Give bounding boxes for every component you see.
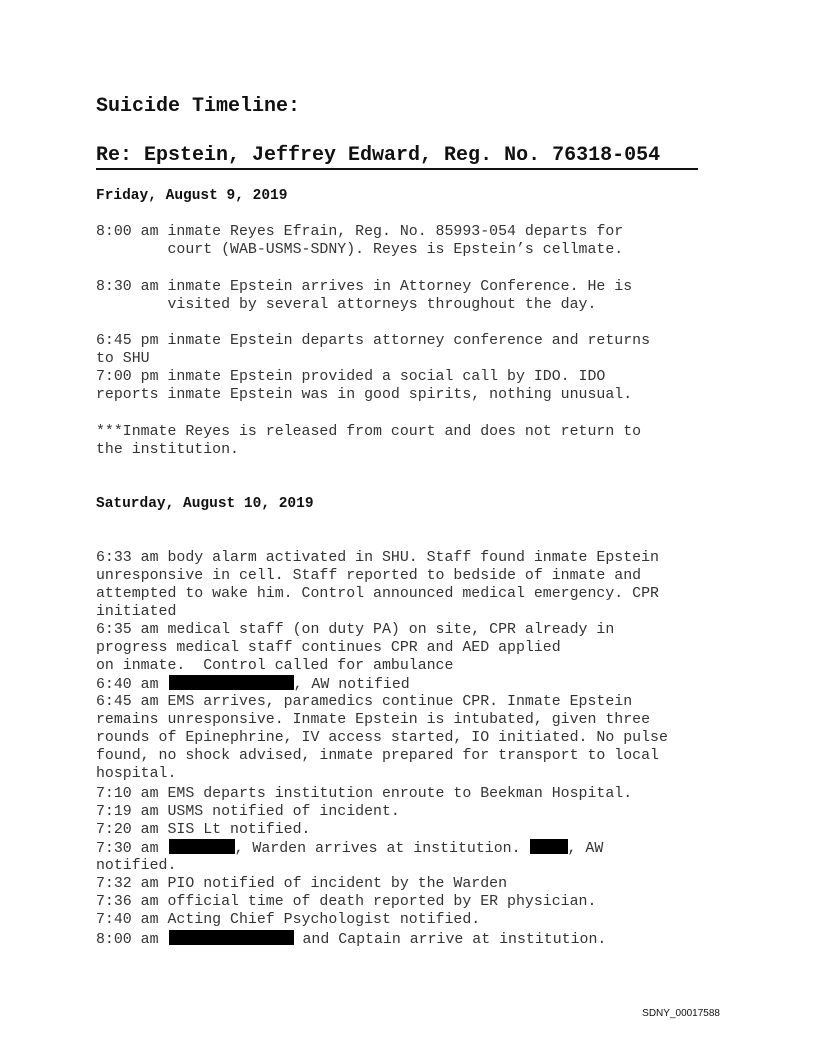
redaction-box [530, 839, 568, 854]
timeline-line: 7:00 pm inmate Epstein provided a social call by IDO. IDO [96, 369, 606, 385]
timeline-line: 8:30 am inmate Epstein arrives in Attorney Conference. He is [96, 279, 633, 295]
timeline-line: 6:45 pm inmate Epstein departs attorney conference and returns [96, 333, 651, 349]
bates-number: SDNY_00017588 [642, 1008, 720, 1019]
redaction-box [169, 839, 235, 854]
timeline-line: 7:40 am Acting Chief Psychologist notified. [96, 912, 481, 928]
timeline-line: progress medical staff continues CPR and AED applied [96, 640, 561, 656]
timeline-line: 7:36 am official time of death reported by ER physician. [96, 894, 597, 910]
timeline-line: court (WAB-USMS-SDNY). Reyes is Epstein’s cellmate. [96, 242, 624, 258]
timeline-line: 7:10 am EMS departs institution enroute to Beekman Hospital. [96, 786, 633, 802]
timeline-line: 8:00 am inmate Reyes Efrain, Reg. No. 85993-054 departs for [96, 224, 624, 240]
timeline-line: initiated [96, 604, 177, 620]
timeline-line: hospital. [96, 766, 177, 782]
timeline-line: remains unresponsive. Inmate Epstein is intubated, given three [96, 712, 651, 728]
timeline-time: 8:00 am [96, 932, 159, 948]
timeline-text: , Warden arrives at institution. [234, 841, 521, 857]
timeline-line: reports inmate Epstein was in good spirits, nothing unusual. [96, 387, 633, 403]
redaction-box [169, 930, 294, 945]
timeline-line-redacted [96, 930, 606, 949]
timeline-text: , AW [567, 841, 604, 857]
timeline-line: attempted to wake him. Control announced medical emergency. CPR [96, 586, 659, 602]
timeline-line: rounds of Epinephrine, IV access started, IO initiated. No pulse [96, 730, 668, 746]
subject-underline [96, 168, 698, 170]
timeline-line: on inmate. Control called for ambulance [96, 658, 454, 674]
day-heading-saturday: Saturday, August 10, 2019 [96, 496, 314, 512]
timeline-line: the institution. [96, 442, 239, 458]
timeline-line: visited by several attorneys throughout the day. [96, 297, 597, 313]
timeline-line: 6:35 am medical staff (on duty PA) on site, CPR already in [96, 622, 615, 638]
timeline-line: 7:19 am USMS notified of incident. [96, 804, 400, 820]
timeline-line: 7:20 am SIS Lt notified. [96, 822, 311, 838]
document-title: Suicide Timeline: [96, 95, 301, 118]
timeline-line: to SHU [96, 351, 150, 367]
day-heading-friday: Friday, August 9, 2019 [96, 188, 288, 204]
timeline-line: found, no shock advised, inmate prepared for transport to local [96, 748, 659, 764]
document-subject: Re: Epstein, Jeffrey Edward, Reg. No. 76318-054 [96, 144, 661, 167]
timeline-line: unresponsive in cell. Staff reported to bedside of inmate and [96, 568, 642, 584]
timeline-line: notified. [96, 858, 177, 874]
timeline-line: 6:45 am EMS arrives, paramedics continue CPR. Inmate Epstein [96, 694, 633, 710]
timeline-line: ***Inmate Reyes is released from court and does not return to [96, 424, 642, 440]
timeline-line: 7:32 am PIO notified of incident by the Warden [96, 876, 508, 892]
timeline-line-redacted [96, 675, 410, 694]
timeline-time: 6:40 am [96, 677, 159, 693]
timeline-text: and Captain arrive at institution. [293, 932, 607, 948]
timeline-line: 6:33 am body alarm activated in SHU. Staff found inmate Epstein [96, 550, 659, 566]
timeline-line-redacted [96, 839, 603, 858]
redaction-box [169, 675, 294, 690]
timeline-time: 7:30 am [96, 841, 159, 857]
timeline-text: , AW notified [293, 677, 410, 693]
